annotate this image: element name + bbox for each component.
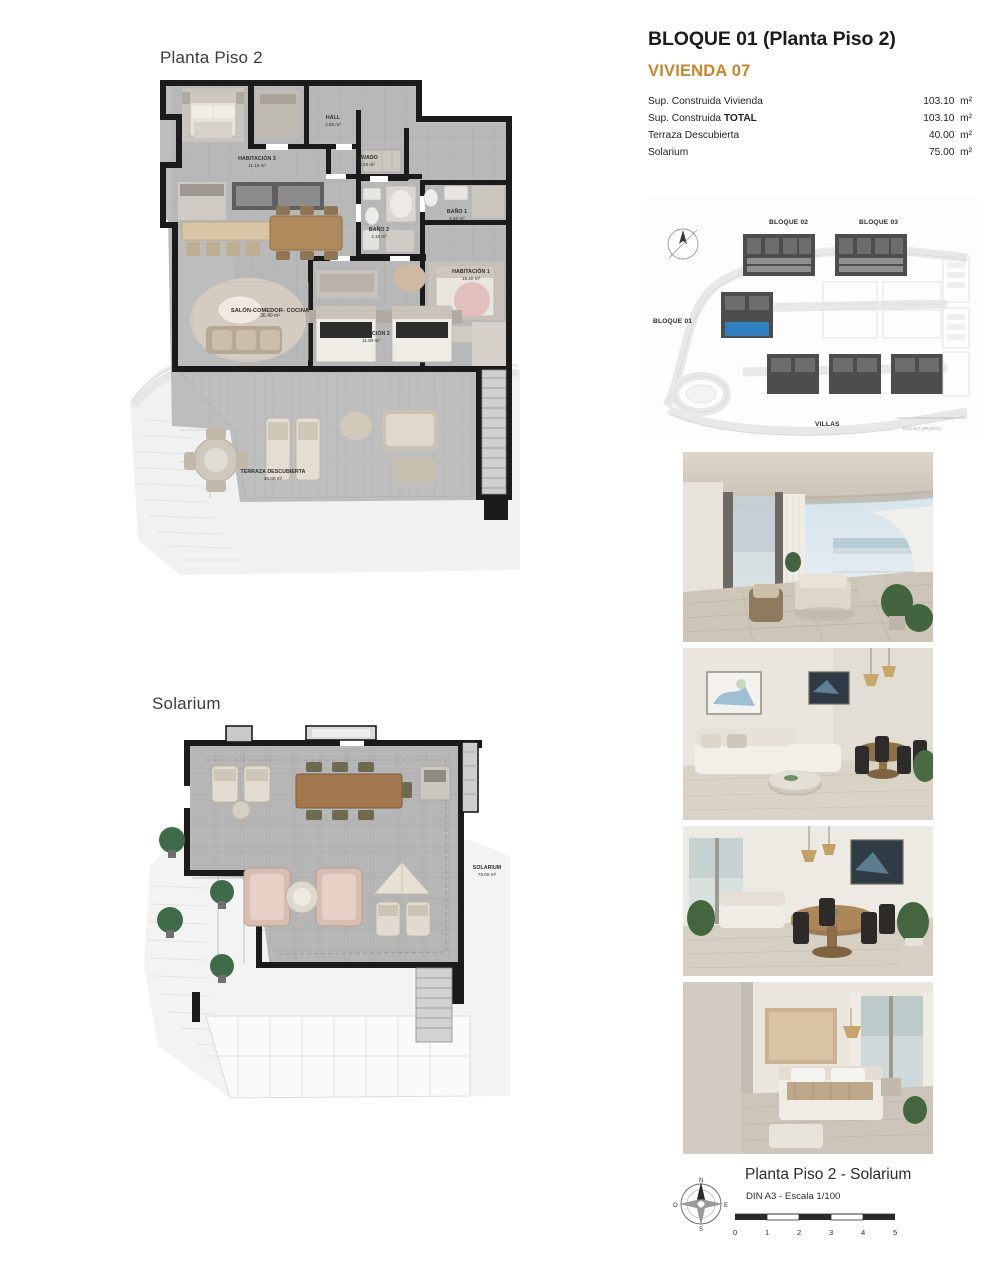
room-label-habitacion-1: HABITACIÓN 1 15.40 m² [452,269,490,281]
spec-label: Sup. Construida [648,113,724,124]
compass-rose-icon [673,1176,729,1232]
header-block-title: BLOQUE 01 (Planta Piso 2) [648,28,896,50]
spec-row [648,130,978,147]
render-image-bedroom [683,982,933,1154]
svg-text:E: E [724,1203,729,1209]
scale-tick: 2 [797,1228,802,1237]
room-label-salon-comedor-cocina: SALÓN-COMEDOR- COCINA 36.40 m² [230,308,310,320]
render-image-dining-area [683,826,933,976]
room-label-bano-2: BAÑO 2 4.10 m² [368,227,390,239]
page-title-solarium: Solarium [152,694,221,713]
svg-text:N: N [699,1178,704,1184]
spec-value: 103.10 [923,96,955,107]
spec-label-strong: TOTAL [723,113,757,124]
sitemap-label-bloque-03: BLOQUE 03 [859,219,899,226]
spec-label: Terraza Descubierta [648,130,740,141]
floor-plan-piso2 [120,70,540,600]
spec-row [648,113,978,130]
spec-row [648,96,978,113]
svg-text:S: S [699,1227,704,1232]
spec-label: Sup. Construida Vivienda [648,96,763,107]
site-location-map [647,196,977,438]
svg-text:ESCALA GRAFICA: ESCALA GRAFICA [903,426,942,431]
highlighted-unit [725,322,769,336]
room-label-terraza-descubierta: TERRAZA DESCUBIERTA 40.00 m² [240,469,306,481]
room-label-hall: HALL 2.80 m² [325,115,341,127]
scale-tick: 1 [765,1228,770,1237]
render-image-terrace [683,452,933,642]
room-label-habitacion-3: HABITACIÓN 3 11.10 m² [238,156,276,168]
scale-tick: 5 [893,1228,898,1237]
solarium-plan [110,716,530,1136]
footer-subtitle: DIN A3 - Escala 1/100 [746,1191,841,1202]
spec-value: 75.00 [928,147,955,158]
room-label-solarium: SOLARIUM 75.00 m² [472,865,502,877]
spec-row [648,147,978,164]
footer-title: Planta Piso 2 - Solarium [745,1166,912,1183]
room-label-habitacion-2: HABITACIÓN 2 11.90 m² [352,331,390,343]
spec-unit: m² [960,147,972,158]
scale-tick: 3 [829,1228,834,1237]
specs-table [648,96,978,164]
spec-label: Solarium [648,147,689,158]
sitemap-label-bloque-02: BLOQUE 02 [769,219,809,226]
graphic-scale-bar [735,1212,917,1242]
spec-value: 103.10 [923,113,955,124]
scale-tick: 4 [861,1228,866,1237]
spec-unit: m² [960,96,972,107]
svg-text:O: O [673,1203,678,1209]
scale-tick: 0 [733,1228,738,1237]
info-column [625,0,990,1280]
sitemap-label-villas: VILLAS [815,421,840,428]
spec-value: 40.00 [928,130,955,141]
render-image-living-room [683,648,933,820]
room-label-bano-1: BAÑO 1 4.50 m² [446,209,468,221]
spec-unit: m² [960,130,972,141]
page-title-floor: Planta Piso 2 [160,48,263,67]
sitemap-label-bloque-01: BLOQUE 01 [653,318,693,325]
room-label-lavado: LAVADO 2.20 m² [356,155,378,167]
header-unit-title: VIVIENDA 07 [648,62,751,80]
spec-unit: m² [960,113,972,124]
